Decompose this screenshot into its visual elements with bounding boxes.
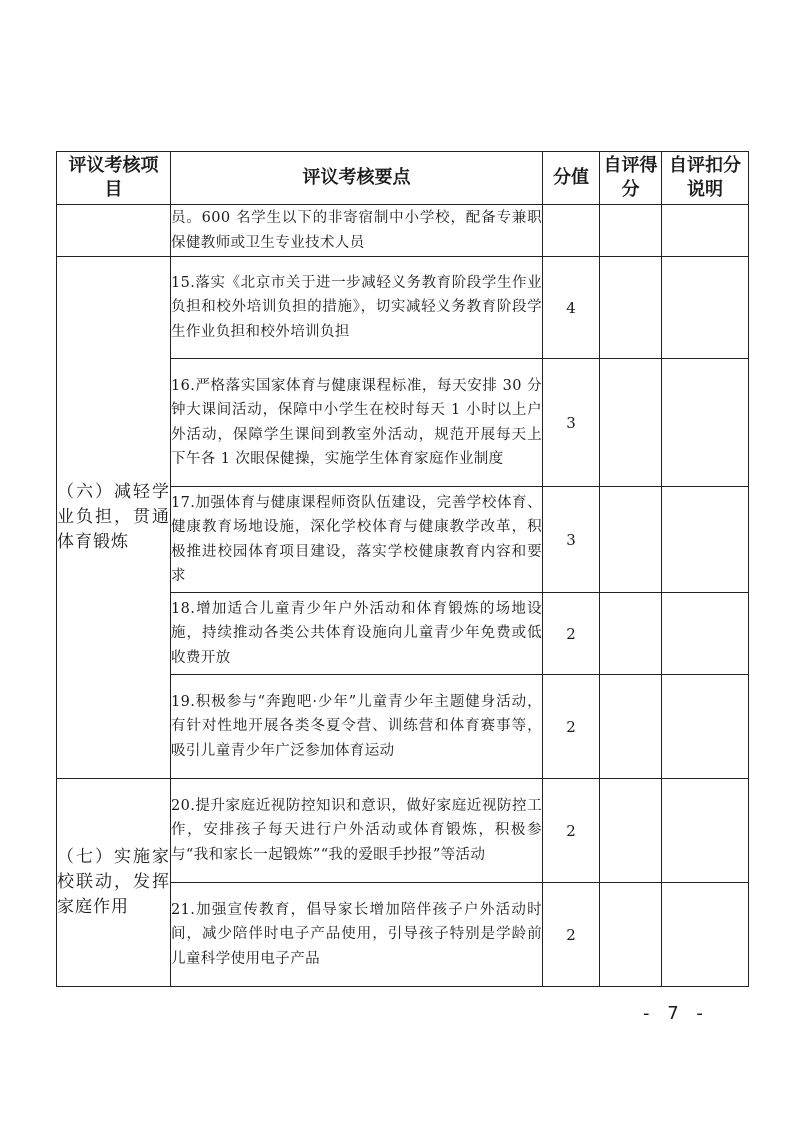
page-number: - 7 -	[643, 1003, 709, 1024]
self-score-cell	[600, 883, 662, 987]
header-self-note: 自评扣分说明	[662, 152, 749, 205]
score-cell: 2	[543, 675, 600, 779]
table-header-row	[57, 152, 749, 205]
score-cell	[543, 205, 600, 257]
self-score-cell	[600, 257, 662, 359]
evaluation-table	[56, 151, 749, 987]
category-cell-empty	[57, 205, 171, 257]
self-note-cell	[662, 675, 749, 779]
self-note-cell	[662, 487, 749, 593]
item-text: 16.严格落实国家体育与健康课程标准，每天安排 30 分钟大课间活动，保障中小学生在校时每天 1 小时以上户外活动，保障学生课间到教室外活动，规范开展每天上下午各 1 次眼保健操，实施学生体育家庭作业制度	[171, 359, 543, 487]
item-text: 15.落实《北京市关于进一步减轻义务教育阶段学生作业负担和校外培训负担的措施》，切实减轻义务教育阶段学生作业负担和校外培训负担	[171, 257, 543, 359]
self-note-cell	[662, 257, 749, 359]
category-six: （六）减轻学业负担，贯通体育锻炼	[57, 257, 171, 779]
item-text: 17.加强体育与健康课程师资队伍建设，完善学校体育、健康教育场地设施，深化学校体育与健康教学改革，积极推进校园体育项目建设，落实学校健康教育内容和要求	[171, 487, 543, 593]
self-score-cell	[600, 359, 662, 487]
self-score-cell	[600, 205, 662, 257]
score-cell: 3	[543, 359, 600, 487]
table-row	[57, 779, 749, 883]
score-cell: 2	[543, 883, 600, 987]
self-score-cell	[600, 675, 662, 779]
score-cell: 3	[543, 487, 600, 593]
self-score-cell	[600, 487, 662, 593]
header-category: 评议考核项 目	[57, 152, 171, 205]
header-points: 评议考核要点	[171, 152, 543, 205]
self-note-cell	[662, 779, 749, 883]
self-note-cell	[662, 205, 749, 257]
category-seven: （七）实施家校联动，发挥家庭作用	[57, 779, 171, 987]
self-note-cell	[662, 359, 749, 487]
item-text: 员。600 名学生以下的非寄宿制中小学校，配备专兼职保健教师或卫生专业技术人员	[171, 205, 543, 257]
header-score: 分值	[543, 152, 600, 205]
self-score-cell	[600, 593, 662, 675]
self-note-cell	[662, 593, 749, 675]
self-score-cell	[600, 779, 662, 883]
item-text: 18.增加适合儿童青少年户外活动和体育锻炼的场地设施，持续推动各类公共体育设施向儿童青少年免费或低收费开放	[171, 593, 543, 675]
score-cell: 4	[543, 257, 600, 359]
score-cell: 2	[543, 593, 600, 675]
score-cell: 2	[543, 779, 600, 883]
table-row	[57, 205, 749, 257]
table-row	[57, 257, 749, 359]
item-text: 20.提升家庭近视防控知识和意识，做好家庭近视防控工作，安排孩子每天进行户外活动或体育锻炼，积极参与“我和家长一起锻炼”“我的爱眼手抄报”等活动	[171, 779, 543, 883]
self-note-cell	[662, 883, 749, 987]
item-text: 19.积极参与“奔跑吧·少年”儿童青少年主题健身活动，有针对性地开展各类冬夏令营、训练营和体育赛事等，吸引儿童青少年广泛参加体育运动	[171, 675, 543, 779]
header-self-score: 自评得分	[600, 152, 662, 205]
item-text: 21.加强宣传教育，倡导家长增加陪伴孩子户外活动时间，减少陪伴时电子产品使用，引导孩子特别是学龄前儿童科学使用电子产品	[171, 883, 543, 987]
